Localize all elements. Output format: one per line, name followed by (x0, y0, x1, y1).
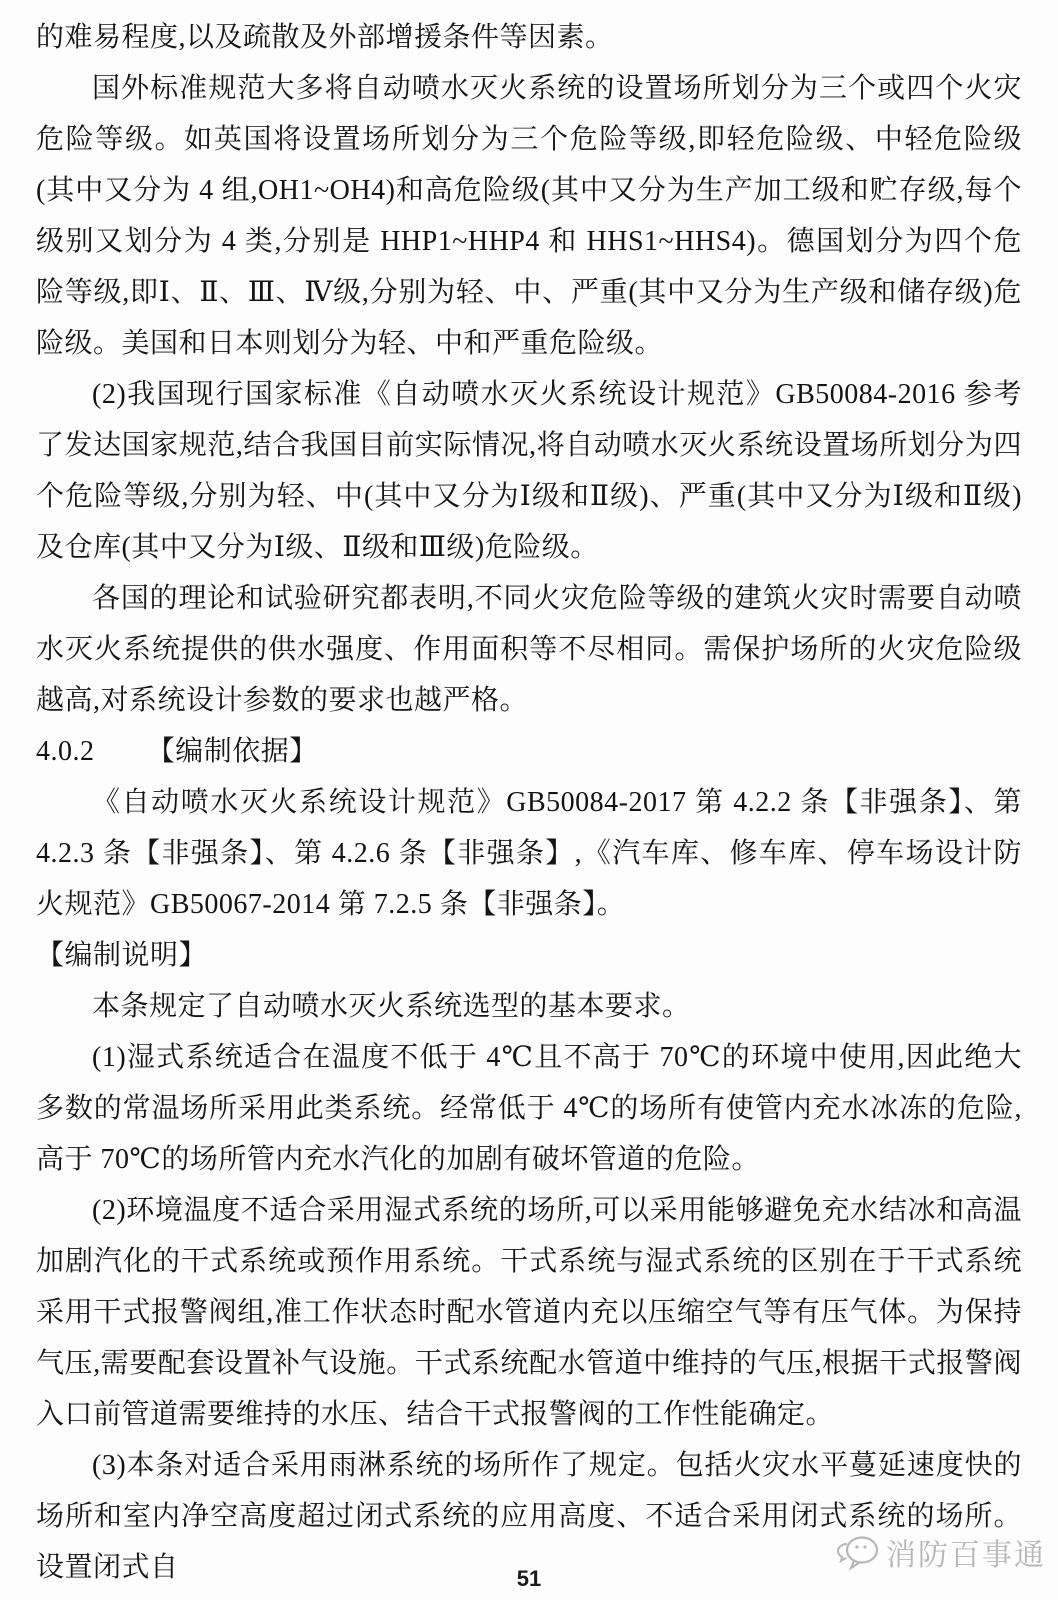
paragraph-foreign-standards: 国外标准规范大多将自动喷水灭火系统的设置场所划分为三个或四个火灾危险等级。如英国将设置场所划分为三个危险等级,即轻危险级、中轻危险级(其中又分为 4 组,OH1~OH4)和高危险级(其中又分为生产加工级和贮存级,每个级别又划分为 4 类,分别是 HHP1~HHP4 和 HHS1~HHS4)。德国划分为四个危险等级,即Ⅰ、Ⅱ、Ⅲ、Ⅳ级,分别为轻、中、严重(其中又分为生产级和储存级)危险级。美国和日本则划分为轻、中和严重危险级。 (36, 73, 1022, 359)
paragraph-compilation-basis: 《自动喷水灭火系统设计规范》GB50084-2017 第 4.2.2 条【非强条】、第 4.2.3 条【非强条】、第 4.2.6 条【非强条】,《汽车库、修车库、停车场设计防火规范》GB50067-2014 第 7.2.5 条【非强条】。 (36, 787, 1022, 920)
paragraph-china-standard: (2)我国现行国家标准《自动喷水灭火系统设计规范》GB50084-2016 参考了发达国家规范,结合我国目前实际情况,将自动喷水灭火系统设置场所划分为四个危险等级,分别为轻、中(其中又分为Ⅰ级和Ⅱ级)、严重(其中又分为Ⅰ级和Ⅱ级)及仓库(其中又分为Ⅰ级、Ⅱ级和Ⅲ级)危险级。 (36, 379, 1022, 563)
paragraph-explanation-intro: 本条规定了自动喷水灭火系统选型的基本要求。 (92, 991, 691, 1022)
watermark-text: 消防百事通 (886, 1539, 1046, 1572)
page-number: 51 (516, 1566, 542, 1591)
paragraph-dry-system: (2)环境温度不适合采用湿式系统的场所,可以采用能够避免充水结冰和高温加剧汽化的干式系统或预作用系统。干式系统与湿式系统的区别在于干式系统采用干式报警阀组,准工作状态时配水管道内充以压缩空气等有压气体。为保持气压,需要配套设置补气设施。干式系统配水管道中维持的气压,根据干式报警阀入口前管道需要维持的水压、结合干式报警阀的工作性能确定。 (36, 1195, 1022, 1430)
paragraph-continuation: 的难易程度,以及疏散及外部增援条件等因素。 (36, 22, 614, 53)
document-text (36, 12, 1022, 1593)
clause-title: 【编制依据】 (146, 736, 318, 767)
clause-heading (36, 726, 1022, 777)
explanation-heading: 【编制说明】 (36, 940, 208, 971)
paragraph-theory: 各国的理论和试验研究都表明,不同火灾危险等级的建筑火灾时需要自动喷水灭火系统提供的供水强度、作用面积等不尽相同。需保护场所的火灾危险级越高,对系统设计参数的要求也越严格。 (36, 583, 1022, 716)
paragraph-wet-system: (1)湿式系统适合在温度不低于 4℃且不高于 70℃的环境中使用,因此绝大多数的常温场所采用此类系统。经常低于 4℃的场所有使管内充水冰冻的危险,高于 70℃的场所管内充水汽化的加剧有破坏管道的危险。 (36, 1042, 1022, 1175)
clause-number: 4.0.2 (36, 736, 95, 767)
paragraph-deluge-system: (3)本条对适合采用雨淋系统的场所作了规定。包括火灾水平蔓延速度快的场所和室内净空高度超过闭式系统的应用高度、不适合采用闭式系统的场所。设置闭式自 (36, 1450, 1022, 1583)
